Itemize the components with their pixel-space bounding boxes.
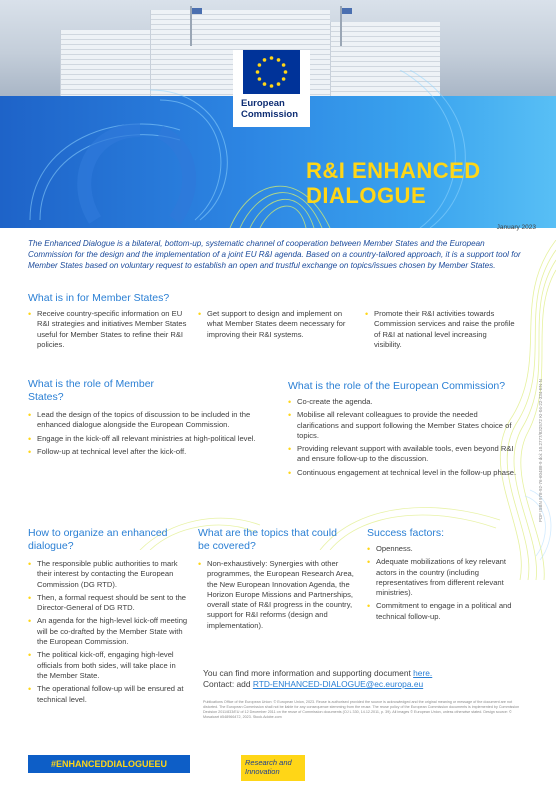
list-item: • Providing relevant support with available tools, even beyond R&I and ensure follow-up to the discussion.: [288, 444, 520, 465]
list-item: • Continuous engagement at technical level in the follow-up phase.: [288, 468, 520, 478]
list-item: • The responsible public authorities to mark their interest by contacting the European Commission (DG RTD).: [28, 559, 188, 590]
european-commission-logo: [233, 50, 310, 127]
badge-line-2: Innovation: [245, 767, 280, 776]
list-item: • Promote their R&I activities towards Commission services and raise the profile of R&I at national level increasing visibility.: [365, 309, 515, 350]
logo-line-2: Commission: [241, 109, 299, 120]
section-title-role-ms: What is the role of Member States?: [28, 378, 155, 403]
role-ms-list: [28, 410, 268, 460]
research-innovation-badge: [241, 755, 305, 781]
what-in-column-1: [28, 309, 196, 353]
more-info-text: You can find more information and supporting document: [203, 668, 414, 678]
list-item: • Mobilise all relevant colleagues to provide the needed clarifications and support following the Member States choice of topics.: [288, 410, 520, 441]
publication-date: January 2023: [496, 224, 536, 231]
eu-flag-icon: [243, 50, 300, 94]
logo-line-1: European: [241, 98, 285, 109]
section-title-topics: What are the topics that could be covered?: [198, 527, 337, 552]
list-item: • The political kick-off, engaging high-level officials from both sides, will take place in the Member State.: [28, 650, 188, 681]
list-item: • The operational follow-up will be ensured at technical level.: [28, 684, 188, 705]
list-item: • Receive country-specific information on EU R&I strategies and initiatives Member States useful for Member States to refine their R&I policies.: [28, 309, 196, 350]
organize-list: [28, 559, 188, 708]
contact-email-link[interactable]: RTD-ENHANCED-DIALOGUE@ec.europa.eu: [252, 679, 424, 689]
contact-label: Contact: add: [203, 679, 253, 689]
topics-list: [198, 559, 358, 634]
section-title-what-in: What is in for Member States?: [28, 292, 170, 304]
what-in-column-3: [365, 309, 515, 353]
list-item: • Follow-up at technical level after the kick-off.: [28, 447, 268, 457]
list-item: • Engage in the kick-off all relevant ministries at high-political level.: [28, 434, 268, 444]
title-line-2: DIALOGUE: [306, 183, 427, 208]
role-ec-list: [288, 397, 520, 481]
success-list: [367, 544, 517, 625]
more-information: [203, 668, 523, 690]
badge-line-1: Research and: [245, 758, 292, 767]
what-in-column-2: [198, 309, 358, 343]
legal-fine-print: Publications Office of the European Union: © European Union, 2023. Reuse is authorised provided the source is acknowledged and the original meaning or message of the document are not distorted. The European Commission shall not be liable for any consequence stemming from the reuse. The reuse policy of the European Commission documents is implemented by Commission Decision 2011/833/EU of 12 December 2011 on the reuse of Commission documents (OJ L 330, 14.12.2011, p. 39). All images © European Union, unless otherwise stated. Design source: © Mosaicart #548966472, 2023. Stock.Adobe.com: [203, 700, 520, 719]
section-title-role-ec: What is the role of the European Commission?: [288, 380, 506, 392]
supporting-document-link[interactable]: here.: [413, 668, 433, 678]
list-item: • Openness.: [367, 544, 517, 554]
catalogue-identifiers: PDF ISBN 978-92-76-60488-9 doi: 10.2777/832572 KI-04-22-334-EN-N: [538, 379, 543, 522]
list-item: • Get support to design and implement on what Member States deem necessary for improving their R&I systems.: [198, 309, 358, 340]
more-info-line: [203, 668, 523, 679]
list-item: • Co-create the agenda.: [288, 397, 520, 407]
list-item: • Lead the design of the topics of discussion to be included in the enhanced dialogue alongside the European Commission.: [28, 410, 268, 431]
section-title-organize: How to organize an enhanced dialogue?: [28, 527, 168, 552]
header-banner: [0, 0, 556, 228]
hashtag-banner: #ENHANCEDDIALOGUEEU: [28, 755, 190, 773]
list-item: • Then, a formal request should be sent to the Director-General of DG RTD.: [28, 593, 188, 614]
contact-line: [203, 679, 523, 690]
logo-wordmark: [241, 98, 298, 120]
title-line-1: R&I ENHANCED: [306, 158, 481, 183]
list-item: • An agenda for the high-level kick-off meeting will be co-drafted by the Member State with the European Commission.: [28, 616, 188, 647]
intro-paragraph: The Enhanced Dialogue is a bilateral, bottom-up, systematic channel of cooperation between Member States and the European Commission for the design and the implementation of a joint EU R&I agenda. Based on a country-tailored approach, it is a support tool for Member States based on voluntary request to establish an open and trustful exchange on topics/issues chosen by Member States.: [28, 239, 521, 271]
section-title-success: Success factors:: [367, 527, 445, 539]
list-item: • Non-exhaustively: Synergies with other programmes, the European Research Area, the New European Innovation Agenda, the Horizon Europe Missions and Partnerships, overall state of R&I progress in the country, support for R&I reforms (design and implementation).: [198, 559, 358, 631]
list-item: • Commitment to engage in a political and technical follow-up.: [367, 601, 517, 622]
page-title: [306, 158, 481, 208]
list-item: • Adequate mobilizations of key relevant actors in the country (including representatives from different relevant ministries).: [367, 557, 517, 598]
